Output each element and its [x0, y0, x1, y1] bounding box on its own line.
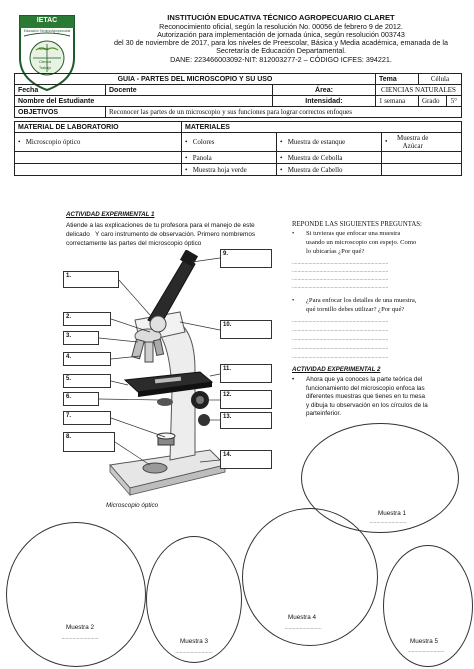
label-number: 4.	[66, 354, 72, 360]
nombre-label: Nombre del Estudiante	[15, 96, 273, 107]
sample-2-line[interactable]: ...........................	[61, 635, 99, 641]
label-number: 10.	[223, 322, 232, 328]
tema-label: Tema	[375, 74, 418, 85]
material-item: • Muestra de estanque	[277, 133, 382, 152]
label-number: 12.	[223, 392, 232, 398]
tema-value: Célula	[418, 74, 461, 85]
label-number: 13.	[223, 414, 232, 420]
answer-line[interactable]: ......................................................................	[292, 284, 389, 290]
fecha-label: Fecha	[15, 85, 106, 96]
label-number: 9.	[223, 251, 229, 257]
logo-word-3: Trabajo	[39, 66, 52, 70]
material-lab-item: • Microscopio óptico	[15, 133, 182, 152]
material-item: • Muestra hoja verde	[182, 164, 277, 176]
bullet-icon: •	[292, 297, 295, 304]
header-line-4: Secretaría de Educación Departamental.	[216, 46, 346, 55]
bullet-icon: •	[292, 230, 295, 237]
question-2-line: qué tornillo debes utilizar? ¿Por qué?	[306, 306, 405, 313]
sample-circle-2[interactable]	[6, 522, 146, 667]
sample-1-line[interactable]: ...........................	[369, 519, 407, 525]
grado-value: 5°	[446, 96, 461, 107]
label-number: 8.	[66, 434, 72, 440]
material-item: • Muestra de Cebolla	[277, 152, 382, 164]
label-number: 1.	[66, 273, 72, 279]
area-label: Área:	[273, 85, 376, 96]
school-title: INSTITUCIÓN EDUCATIVA TÉCNICO AGROPECUARIO CLARET	[167, 13, 395, 22]
question-2-line: ¿Para enfocar los detalles de una muestra,	[306, 297, 417, 304]
objetivos-value: Reconocer las partes de un microscopio y sus funciones para lograr correctos enfoques	[106, 107, 462, 118]
logo-word-1: Virtud	[39, 47, 49, 51]
questions-title: REPONDE LAS SIGUIENTES PREGUNTAS:	[292, 221, 422, 228]
logo-word-2: Ciencia	[39, 60, 51, 64]
material-item: • Muestra de Cabello	[277, 164, 382, 176]
grado-label: Grado	[418, 96, 446, 107]
answer-line[interactable]: ......................................................................	[292, 327, 389, 333]
activity2-body	[292, 376, 428, 419]
docente-label: Docente	[106, 85, 273, 96]
activity1-text-1: Atiende a las explicaciones de tu profesora para el manejo de este	[66, 222, 255, 229]
activity2-line: Ahora que ya conoces la parte teórica del	[306, 376, 423, 383]
microscope-caption: Microscopio óptico	[106, 502, 159, 509]
answer-line[interactable]: ......................................................................	[292, 276, 389, 282]
label-number: 11.	[223, 366, 232, 372]
question-2	[292, 296, 416, 314]
activity1-title: ACTIVIDAD EXPERIMENTAL 1	[66, 211, 155, 218]
intensidad-value: 1 semana	[375, 96, 418, 107]
question-1-line: Si tuvieras que enfocar una muestra	[306, 230, 401, 237]
answer-line[interactable]: ......................................................................	[292, 260, 389, 266]
activity2-line: parteinferior.	[306, 410, 342, 417]
label-number: 5.	[66, 376, 72, 382]
material-lab-header: MATERIAL DE LABORATORIO	[15, 122, 182, 133]
intensidad-label: Intensidad:	[273, 96, 376, 107]
sample-4-line[interactable]: ...........................	[284, 625, 322, 631]
label-number: 14.	[223, 452, 232, 458]
sample-5-label: Muestra 5	[410, 638, 438, 645]
sample-4-label: Muestra 4	[288, 614, 316, 621]
material-item: • Colores	[182, 133, 277, 152]
sample-3-line[interactable]: ...........................	[175, 649, 213, 655]
label-number: 3.	[66, 333, 72, 339]
header-line-2: Autorización para implementación de jornada única, según resolución 003743	[157, 30, 405, 39]
sample-2-label: Muestra 2	[66, 624, 94, 631]
sample-3-label: Muestra 3	[180, 638, 208, 645]
answer-line[interactable]: ......................................................................	[292, 354, 389, 360]
objetivos-label: OBJETIVOS	[15, 107, 106, 118]
activity2-line: y dibuja tu observación en los círculos de la	[306, 401, 428, 409]
question-1	[292, 229, 416, 256]
answer-line[interactable]: ......................................................................	[292, 345, 389, 351]
header-line-5: DANE: 223466003092-NIT: 812003277-2 – CÓDIGO ICFES: 394221.	[170, 55, 392, 64]
label-number: 2.	[66, 314, 72, 320]
label-number: 6.	[66, 394, 72, 400]
label-number: 7.	[66, 413, 72, 419]
bullet-icon: •	[292, 376, 295, 383]
material-item: • Panola	[182, 152, 277, 164]
header-line-1: Reconocimiento oficial, según la resolución No. 00056 de febrero 9 de 2012.	[159, 22, 403, 31]
answer-line[interactable]: ......................................................................	[292, 336, 389, 342]
activity2-line: diferentes muestras que tienes en tu mesa	[306, 393, 426, 400]
sample-1-label: Muestra 1	[378, 510, 406, 517]
area-value: CIENCIAS NATURALES	[375, 85, 461, 96]
logo-subtitle: Educación Técnica Agropecuaria	[23, 29, 71, 33]
materiales-header: MATERIALES	[182, 122, 462, 133]
activity1-text-2: delicado Y caro instrumento de observación. Primero nombremos	[66, 231, 256, 238]
material-item: • Muestra de Azúcar	[382, 133, 462, 152]
activity1-text-3: correctamente las partes del microscopio óptico	[66, 240, 202, 247]
question-1-line: usando un microscopio con espejo. Como	[306, 239, 417, 246]
activity2-title: ACTIVIDAD EXPERIMENTAL 2	[292, 366, 381, 373]
logo-title: IETAC	[36, 17, 58, 24]
activity2-line: funcionamiento del microscopio enfoca las	[306, 384, 425, 392]
guide-title: GUIA - PARTES DEL MICROSCOPIO Y SU USO	[15, 74, 376, 85]
question-1-line: lo ubicarías ¿Por qué?	[306, 248, 365, 255]
sample-5-line[interactable]: ...........................	[407, 648, 445, 654]
header-line-3: del 30 de noviembre de 2017, para los niveles de Preescolar, Básica y Media académica, emanada de la	[113, 38, 449, 47]
answer-line[interactable]: ......................................................................	[292, 318, 389, 324]
answer-line[interactable]: ......................................................................	[292, 268, 389, 274]
